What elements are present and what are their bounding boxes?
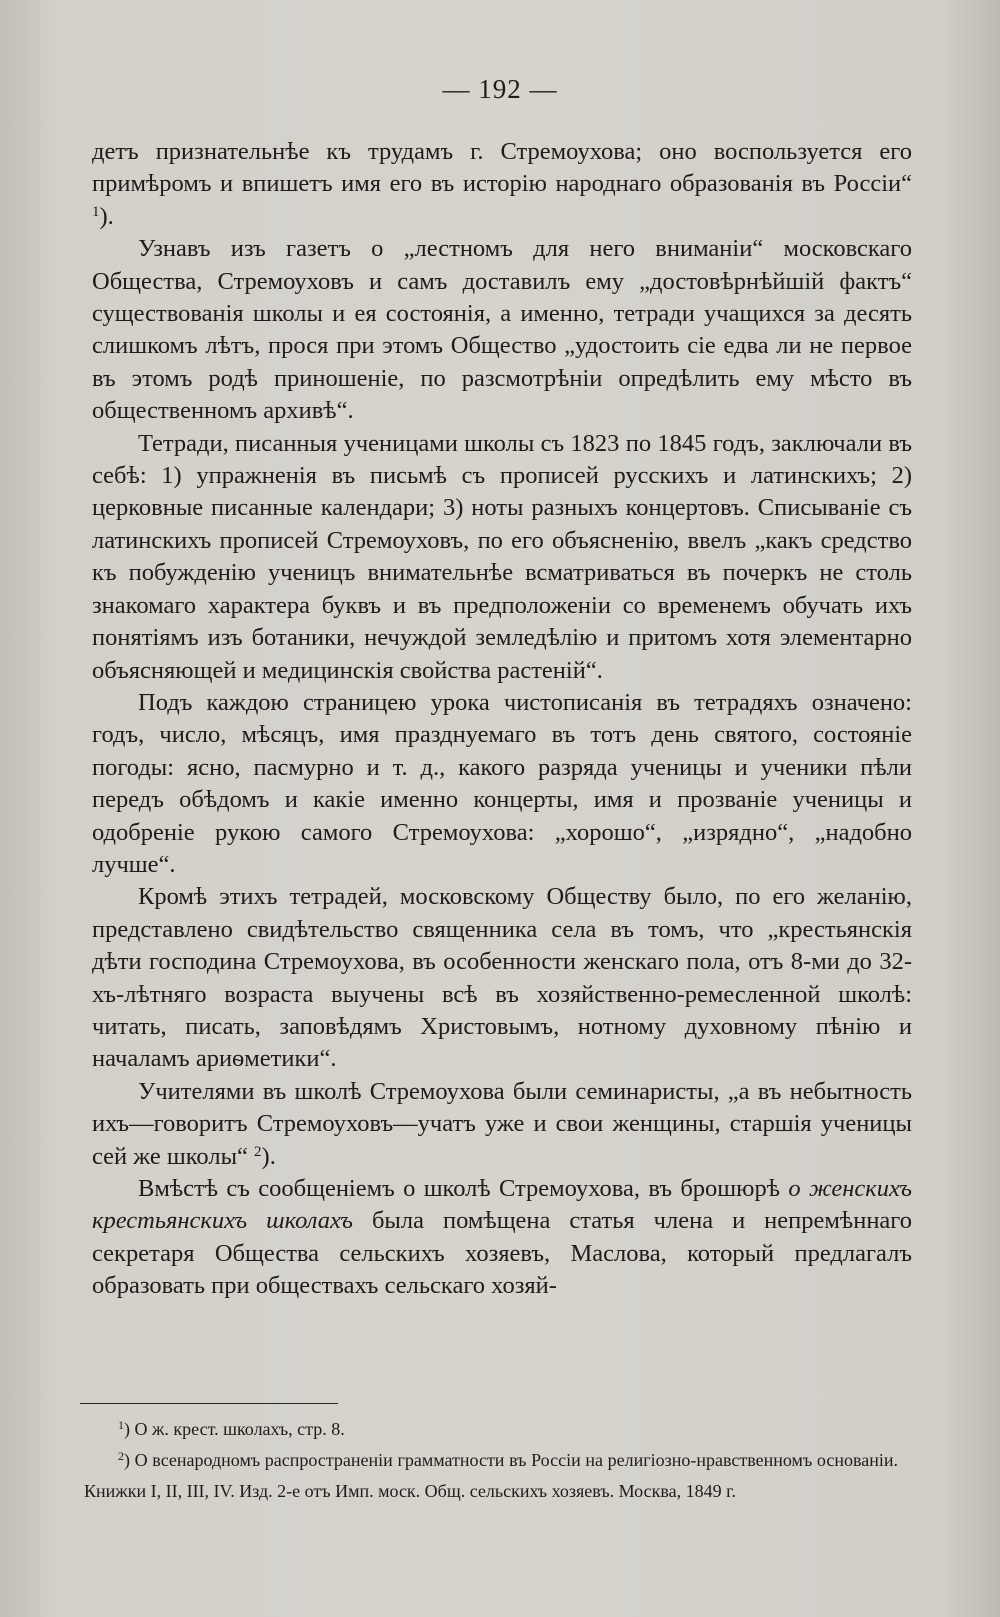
footnotes	[84, 1414, 898, 1507]
paragraph	[92, 1076, 912, 1173]
footnote-marker: 1	[92, 203, 100, 220]
text-run: Вмѣстѣ съ сообщеніемъ о школѣ Стремоухова, въ брошюрѣ	[138, 1175, 789, 1202]
page-number: — 192 —	[442, 74, 558, 104]
footnote	[84, 1414, 898, 1445]
text-run: ).	[99, 202, 114, 230]
text-run: Подъ каждою страницею урока чистописанія въ тетрадяхъ означено: годъ, число, мѣсяцъ, имя празднуемаго въ тотъ день святого, состояніе погоды: ясно, пасмурно и т. д., какого разряда ученицы и ученики пѣли передъ обѣдомъ и какіе именно концерты, имя и прозваніе ученицы и одобреніе рукою самого Стремоухова: „хорошо“, „изрядно“, „надобно лучше“.	[92, 688, 912, 878]
paragraph	[92, 428, 912, 687]
paragraph	[92, 687, 912, 881]
italic-text-run: о женскихъ крестьянскихъ школахъ	[92, 1175, 913, 1235]
footnote-marker: 2	[254, 1143, 262, 1160]
footnote	[84, 1445, 898, 1507]
text-run: ) О ж. крест. школахъ, стр. 8.	[124, 1419, 345, 1439]
footnote-marker: 1	[118, 1418, 124, 1432]
footnote-marker: 2	[118, 1449, 124, 1463]
paragraph	[92, 1173, 912, 1303]
text-run: Учителями въ школѣ Стремоухова были семинаристы, „а въ небытность ихъ—говоритъ Стремоуховъ—учатъ уже и свои женщины, старшія ученицы сей же школы“	[92, 1077, 912, 1170]
body-text	[92, 136, 912, 1303]
text-run: Тетради, писанныя ученицами школы съ 1823 по 1845 годъ, заключали въ себѣ: 1) упражненія въ письмѣ съ прописей русскихъ и латинскихъ; 2) церковные писанные календари; 3) ноты разныхъ концертовъ. Списываніе съ латинскихъ прописей Стремоуховъ, по его объясненію, ввелъ „какъ средство къ побужденію ученицъ внимательнѣе всматриваться въ почеркъ не столь знакомаго характера буквъ и въ предположеніи со временемъ обучать ихъ понятіямъ изъ ботаники, нечуждой земледѣлію и притомъ хотя элементарно объясняющей и медицинскія свойства растеній“.	[92, 429, 912, 684]
text-run: детъ признательнѣе къ трудамъ г. Стремоухова; оно воспользуется его примѣромъ и впишетъ имя его въ исторію народнаго образованія въ Россіи“	[92, 138, 912, 198]
text-run: ).	[261, 1142, 276, 1170]
paragraph	[92, 881, 912, 1075]
text-run: ) О всенародномъ распространеніи грамматности въ Россіи на религіозно-нравственномъ основаніи. Книжки I, II, III, IV. Изд. 2-е отъ Имп. моск. Общ. сельскихъ хозяевъ. Москва, 1849 г.	[84, 1450, 898, 1501]
footnote-divider	[80, 1403, 338, 1404]
paragraph	[92, 136, 912, 233]
text-run: Узнавъ изъ газетъ о „лестномъ для него вниманіи“ московскаго Общества, Стремоуховъ и самъ доставилъ ему „достовѣрнѣйшій фактъ“ существованія школы и ея состоянія, а именно, тетради учащихся за десять слишкомъ лѣтъ, прося при этомъ Общество „удостоить сіе едва ли не первое въ этомъ родѣ приношеніе, по разсмотрѣніи опредѣлить ему мѣсто въ общественномъ архивѣ“.	[92, 235, 912, 425]
text-run: Кромѣ этихъ тетрадей, московскому Обществу было, по его желанію, представлено свидѣтельство священника села въ томъ, что „крестьянскія дѣти господина Стремоухова, въ особенности женскаго пола, отъ 8-ми до 32-хъ-лѣтняго возраста выучены всѣ въ хозяйственно-ремесленной школѣ: читать, писать, заповѣдямъ Христовымъ, нотному духовному пѣнію и началамъ ариѳметики“.	[92, 883, 912, 1073]
paragraph	[92, 233, 912, 427]
text-run: была помѣщена статья члена и непремѣннаго секретаря Общества сельскихъ хозяевъ, Маслова, который предлагалъ образовать при обществахъ сельскаго хозяй-	[92, 1207, 912, 1300]
